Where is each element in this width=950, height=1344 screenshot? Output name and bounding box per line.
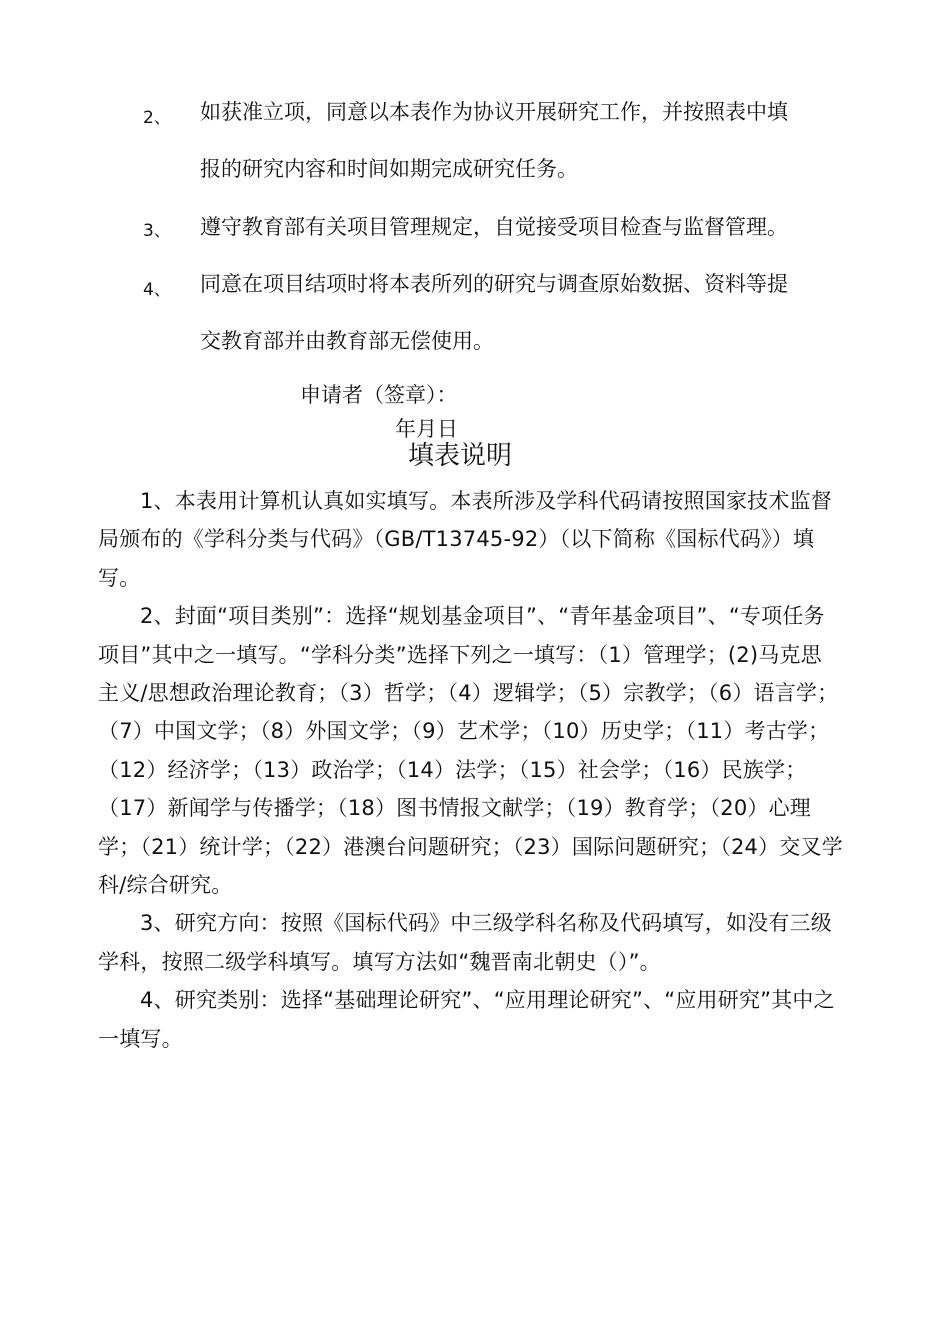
- commitment-number: 3、: [143, 221, 171, 241]
- instruction-paragraph: 4、研究类别：选择“基础理论研究”、“应用理论研究”、“应用研究”其中之一填写。: [98, 988, 835, 1051]
- commitment-number: 2、: [143, 108, 171, 128]
- date-label: 年月日: [395, 417, 458, 441]
- commitment-line: 如获准立项，同意以本表作为协议开展研究工作，并按照表中填: [200, 100, 788, 124]
- commitment-line: 交教育部并由教育部无偿使用。: [200, 329, 494, 353]
- commitment-line: 报的研究内容和时间如期完成研究任务。: [200, 157, 578, 181]
- commitment-line: 同意在项目结项时将本表所列的研究与调查原始数据、资料等提: [200, 272, 788, 296]
- commitment-line: 遵守教育部有关项目管理规定，自觉接受项目检查与监督管理。: [200, 215, 788, 239]
- instruction-paragraph: 3、研究方向：按照《国标代码》中三级学科名称及代码填写，如没有三级学科，按照二级学科填写。填写方法如“魏晋南北朝史（）”。: [98, 911, 832, 974]
- instructions-title: 填表说明: [408, 441, 513, 471]
- instructions-body: [98, 482, 843, 1058]
- commitment-number: 4、: [143, 280, 171, 300]
- signature-label: 申请者（签章）：: [300, 383, 458, 407]
- instruction-paragraph: 1、本表用计算机认真如实填写。本表所涉及学科代码请按照国家技术监督局颁布的《学科分类与代码》（GB/T13745-92）（以下简称《国标代码》）填写。: [98, 489, 832, 590]
- instruction-paragraph: 2、封面“项目类别”：选择“规划基金项目”、“青年基金项目”、“专项任务项目”其中之一填写。“学科分类”选择下列之一填写：（1）管理学；(2)马克思主义/思想政治理论教育；（3）哲学；（4）逻辑学；（5）宗教学；（6）语言学；（7）中国文学；（8）外国文学；（9）艺术学；（10）历史学；（11）考古学；（12）经济学；（13）政治学；（14）法学；（15）社会学；（16）民族学；（17）新闻学与传播学；（18）图书情报文献学；（19）教育学；（20）心理学；（21）统计学；（22）港澳台问题研究；（23）国际问题研究；（24）交叉学科/综合研究。: [98, 604, 843, 898]
